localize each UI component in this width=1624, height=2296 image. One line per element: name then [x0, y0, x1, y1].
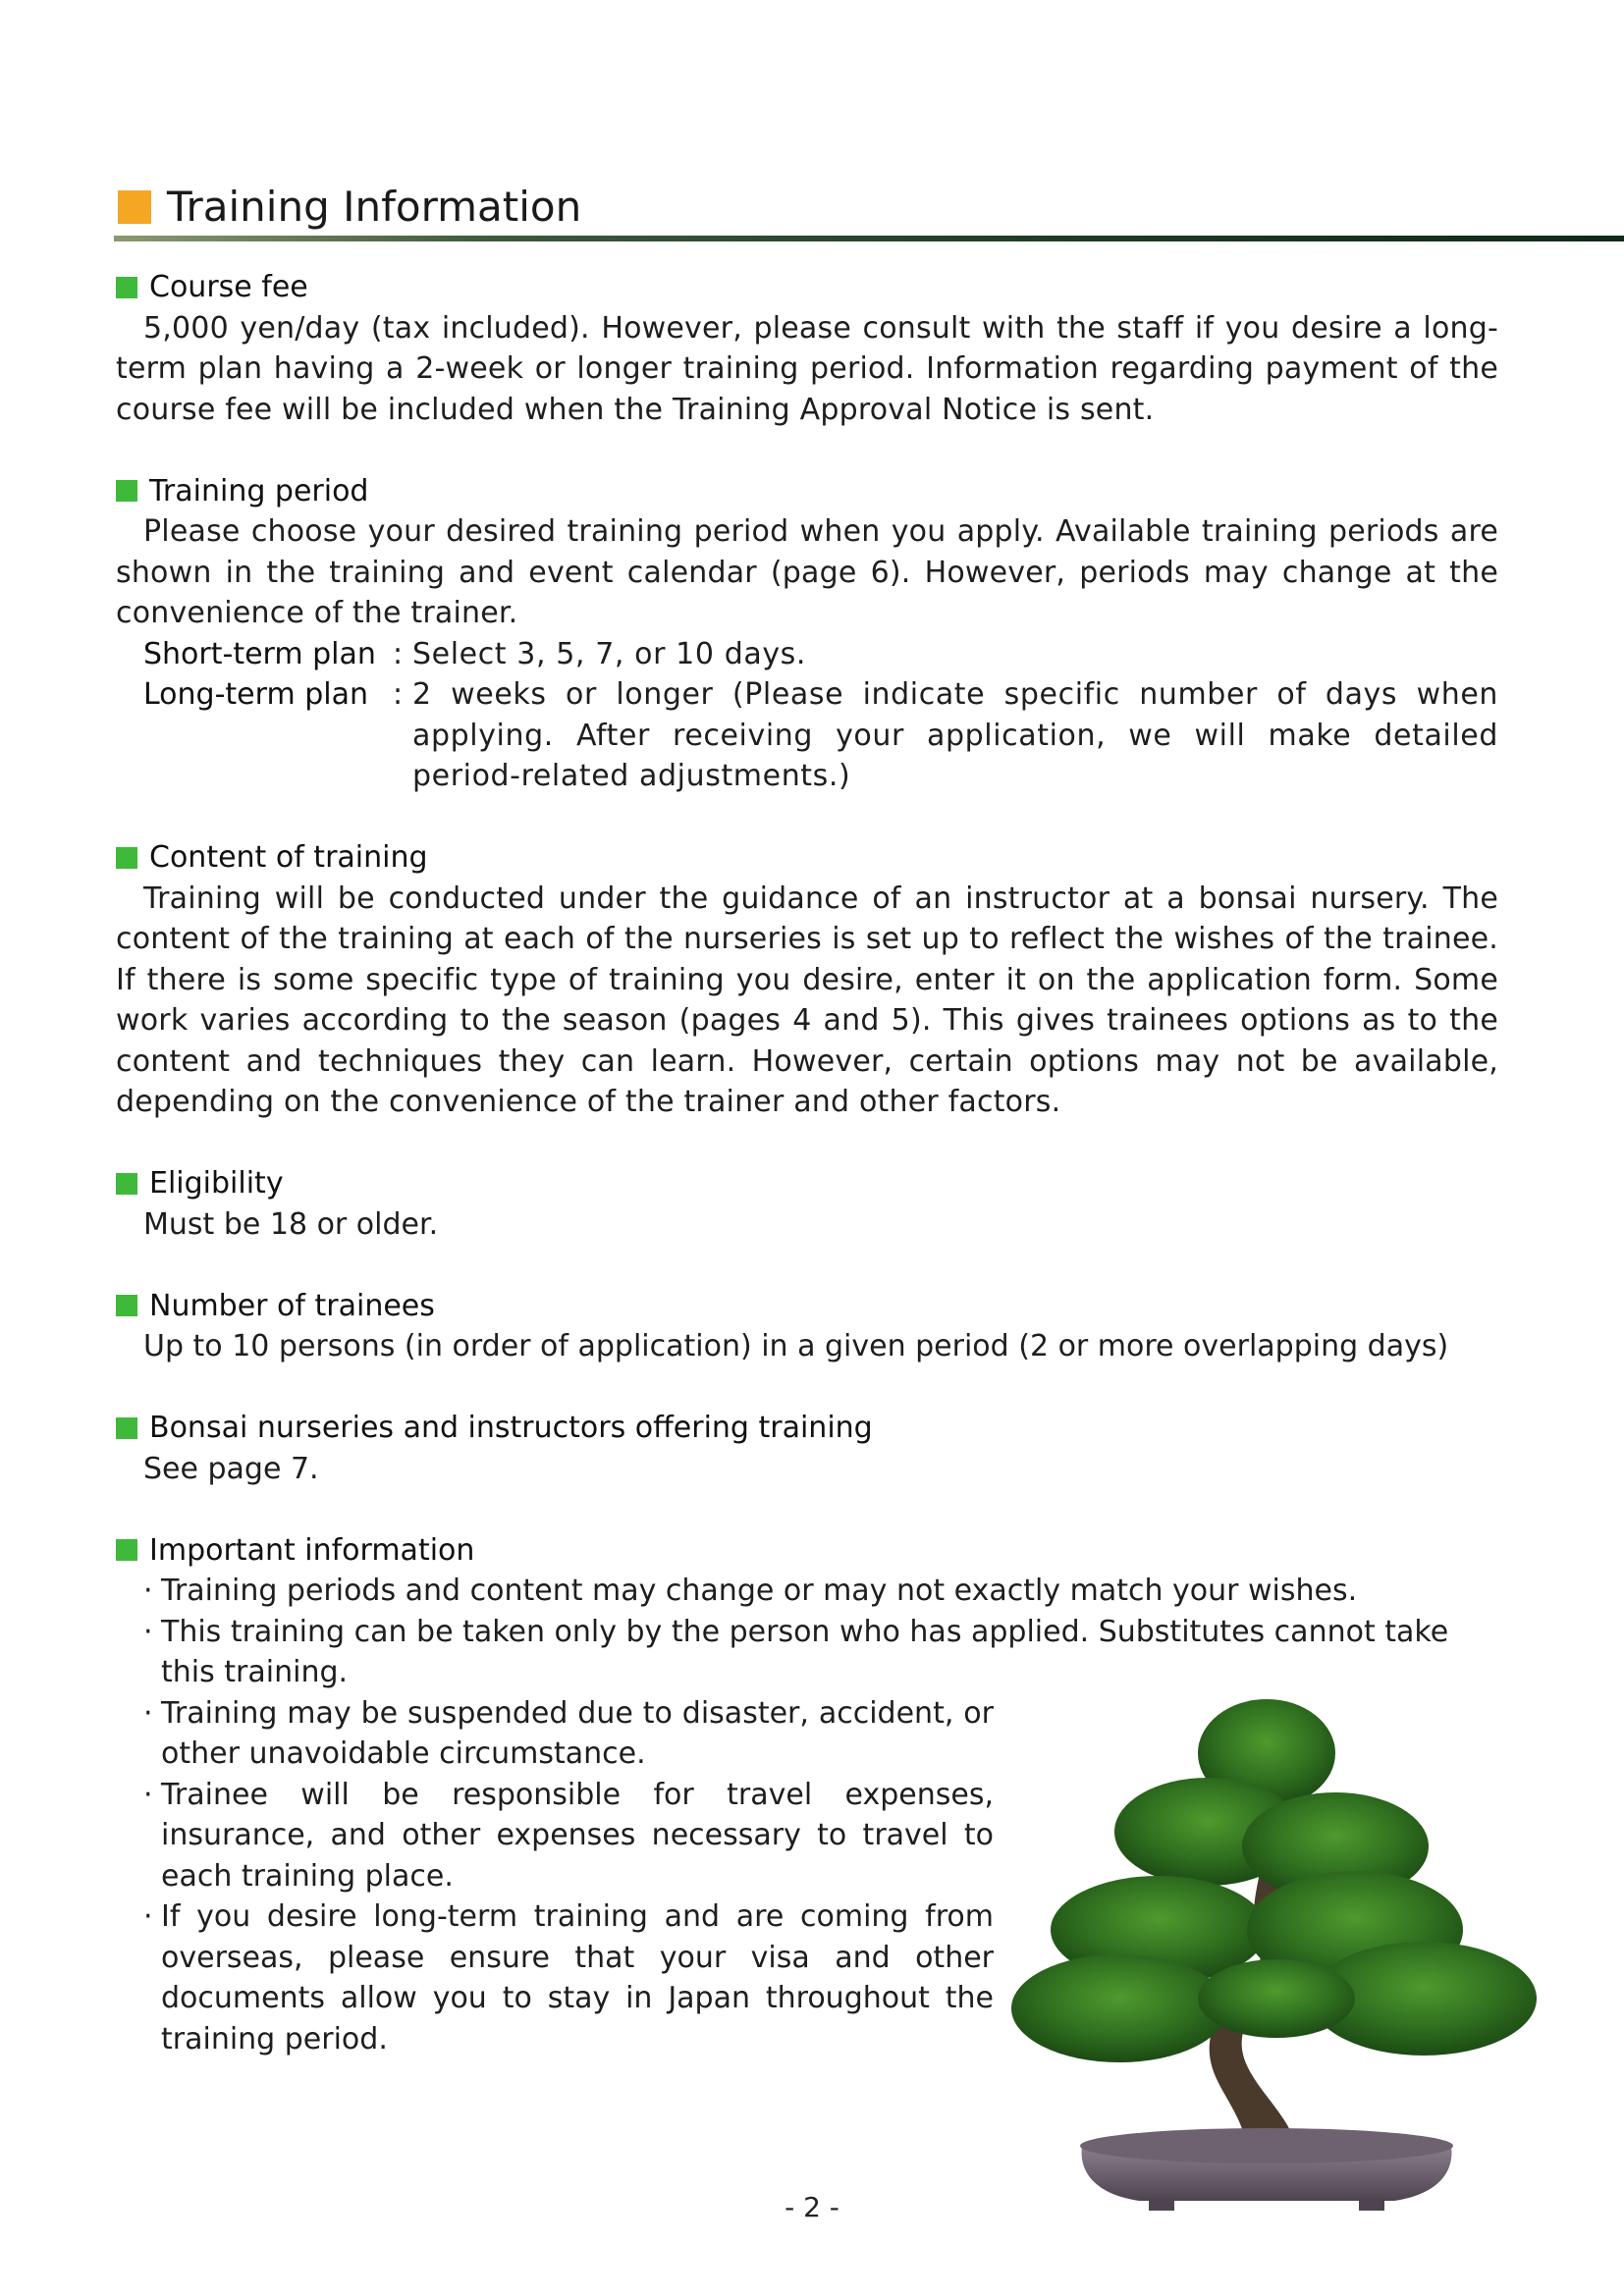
page-number: - 2 -: [785, 2191, 839, 2223]
section-heading: [116, 1286, 1498, 1327]
section-paragraph: 5,000 yen/day (tax included). However, please consult with the staff if you desire a long-term plan having a 2-week or longer training period. Information regarding payment of the course fee will be included when the Training Approval Notice is sent.: [116, 310, 1498, 427]
short-term-plan-text: Select 3, 5, 7, or 10 days.: [412, 636, 807, 671]
list-item: · Training may be suspended due to disaster, accident, or other unavoidable circumstance.: [143, 1693, 994, 1775]
section-heading-text: Important information: [149, 1532, 475, 1568]
section-marker-icon: [116, 277, 137, 298]
title-divider: [114, 236, 1624, 241]
list-item: · If you desire long-term training and are coming from overseas, please ensure that your visa and other documents allow you to stay in Japan throughout the training period.: [143, 1896, 994, 2059]
section-course-fee: [116, 267, 1498, 430]
plan-colon: :: [393, 636, 404, 671]
plan-colon: :: [393, 677, 404, 712]
short-term-plan-label: Short-term plan: [143, 636, 376, 671]
section-heading-text: Eligibility: [149, 1166, 284, 1201]
short-term-plan-row: [116, 634, 1498, 675]
section-marker-icon: [116, 847, 137, 869]
page-title: [118, 183, 581, 232]
section-paragraph: Must be 18 or older.: [143, 1206, 439, 1242]
section-training-period: [116, 471, 1498, 797]
section-marker-icon: [116, 1295, 137, 1316]
section-heading: [116, 1408, 1498, 1449]
section-marker-icon: [116, 1417, 137, 1439]
section-heading: [116, 471, 1498, 512]
section-paragraph: Up to 10 persons (in order of application) in a given period (2 or more overlapping days): [143, 1329, 1449, 1363]
bonsai-pine-tree-image: [1001, 1684, 1551, 2234]
section-marker-icon: [116, 1539, 137, 1561]
section-heading-text: Course fee: [149, 270, 308, 304]
section-number-of-trainees: [116, 1286, 1498, 1367]
long-term-plan-label: Long-term plan: [143, 677, 368, 712]
section-marker-icon: [116, 1173, 137, 1195]
section-nurseries: [116, 1408, 1498, 1489]
section-marker-icon: [116, 480, 137, 502]
section-content-of-training: [116, 837, 1498, 1123]
section-heading: [116, 837, 1498, 879]
section-eligibility: [116, 1163, 1498, 1245]
page-title-text: Training Information: [167, 183, 582, 231]
section-heading-text: Training period: [149, 473, 369, 508]
section-paragraph: Training will be conducted under the guidance of an instructor at a bonsai nursery. The content of the training at each of the nurseries is set up to reflect the wishes of the trainee. If there is some specific type of training you desire, enter it on the application form. Some work varies according to the season (pages 4 and 5). This gives trainees options as to the content and techniques they can learn. However, certain options may not be available, depending on the convenience of the trainer and other factors.: [116, 881, 1498, 1119]
list-item: · Trainee will be responsible for travel expenses, insurance, and other expenses necessary to travel to each training place.: [143, 1775, 994, 1897]
list-item: · Training periods and content may change or may not exactly match your wishes.: [143, 1571, 1498, 1612]
section-heading-text: Number of trainees: [149, 1288, 435, 1323]
long-term-plan-row: [116, 674, 1498, 797]
section-heading: [116, 1163, 1498, 1204]
list-item: · This training can be taken only by the person who has applied. Substitutes cannot take this training.: [143, 1612, 1498, 1693]
section-heading: [116, 1530, 1498, 1572]
section-paragraph: Please choose your desired training period when you apply. Available training periods are shown in the training and event calendar (page 6). However, periods may change at the convenience of the trainer.: [116, 514, 1498, 630]
section-heading: [116, 267, 1498, 308]
section-heading-text: Bonsai nurseries and instructors offering training: [149, 1411, 873, 1445]
long-term-plan-text: 2 weeks or longer (Please indicate specific number of days when applying. After receiving your application, we will make detailed period-related adjustments.): [412, 677, 1498, 793]
title-marker-icon: [118, 190, 151, 224]
section-heading-text: Content of training: [149, 840, 428, 875]
section-paragraph: See page 7.: [143, 1451, 319, 1486]
